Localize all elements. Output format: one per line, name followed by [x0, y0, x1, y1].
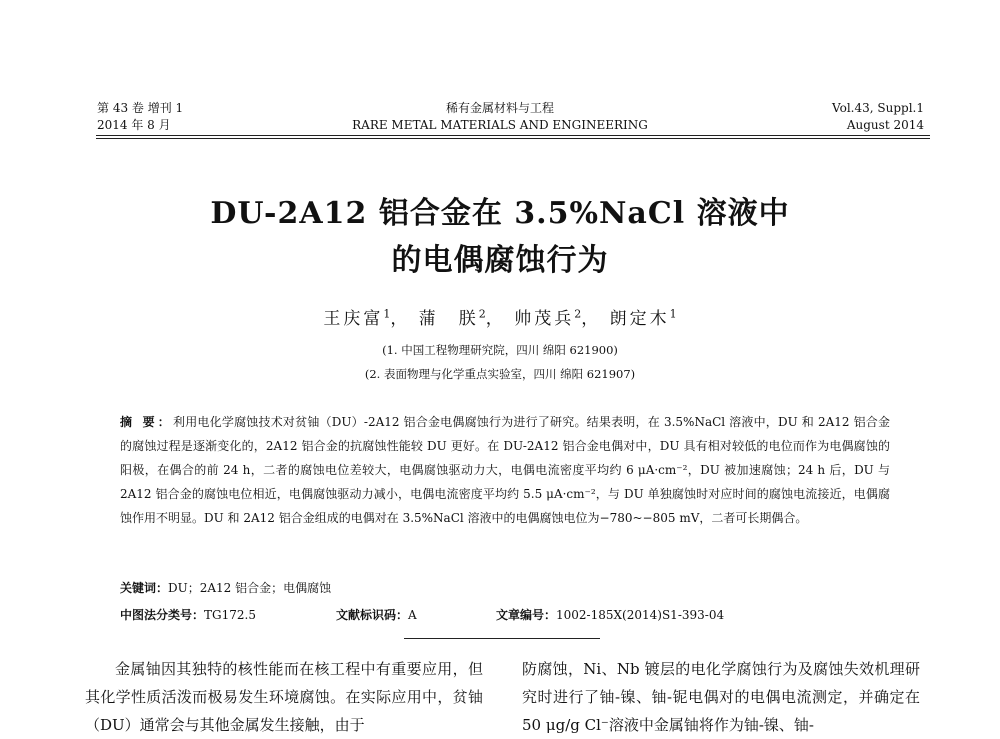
- author-name: 帅茂兵: [514, 309, 575, 329]
- abstract-text: 利用电化学腐蚀技术对贫铀（DU）-2A12 铝合金电偶腐蚀行为进行了研究。结果表明，在 3.5%NaCl 溶液中，DU 和 2A12 铝合金的腐蚀过程是逐渐变化的，2A12 铝合金的抗腐蚀性能较 DU 更好。在 DU-2A12 铝合金电偶对中，DU 具有相对较低的电位而作为电偶腐蚀的阳极，在偶合的前 24 h，二者的腐蚀电位差较大，电偶腐蚀驱动力大，电偶电流密度平均约 6 μA·cm⁻²，DU 被加速腐蚀；24 h 后，DU 与 2A12 铝合金的腐蚀电位相近，电偶腐蚀驱动力减小，电偶电流密度平均约 5.5 μA·cm⁻²，与 DU 单独腐蚀时对应时间的腐蚀电流接近，电偶腐蚀作用不明显。DU 和 2A12 铝合金组成的电偶对在 3.5%NaCl 溶液中的电偶腐蚀电位为−780~−805 mV，二者可长期偶合。: [120, 415, 890, 525]
- journal-volume-issue: 第 43 卷 增刊 1: [97, 101, 184, 115]
- abstract: [120, 410, 890, 530]
- author-name: 蒲 朕: [418, 309, 479, 329]
- keywords-label: 关键词：: [120, 581, 169, 595]
- document-code: [336, 606, 417, 623]
- document-code-value: A: [408, 608, 417, 622]
- section-divider: [404, 638, 600, 639]
- author-name: 王庆富: [323, 309, 384, 329]
- journal-date-en: August 2014: [846, 118, 924, 132]
- keywords: [120, 579, 331, 596]
- journal-volume-en: Vol.43, Suppl.1: [832, 101, 924, 115]
- body-left-column: 金属铀因其独特的核性能而在核工程中有重要应用，但其化学性质活泼而极易发生环境腐蚀。在实际应用中，贫铀（DU）通常会与其他金属发生接触，由于: [85, 660, 483, 734]
- affiliation-2: (2. 表面物理与化学重点实验室，四川 绵阳 621907): [364, 367, 636, 381]
- clc-number: [120, 606, 256, 623]
- journal-year-month: 2014 年 8 月: [97, 118, 171, 132]
- paper-title-line1: DU-2A12 铝合金在 3.5%NaCl 溶液中: [210, 196, 790, 231]
- journal-name-en: RARE METAL MATERIALS AND ENGINEERING: [352, 118, 648, 132]
- header-rule: [96, 135, 930, 136]
- author-affil-mark: 1: [669, 307, 677, 321]
- keywords-text: DU；2A12 铝合金；电偶腐蚀: [168, 581, 332, 595]
- author-affil-mark: 1: [383, 307, 391, 321]
- body-right-column: 防腐蚀，Ni、Nb 镀层的电化学腐蚀行为及腐蚀失效机理研究时进行了铀-镍、铀-铌电偶对的电偶电流测定，并确定在 50 μg/g Cl⁻溶液中金属铀将作为铀-镍、铀-: [522, 660, 920, 734]
- author-name: 朗定木: [609, 309, 670, 329]
- article-number-label: 文章编号：: [496, 608, 557, 622]
- author-list: 王庆富$^1$， 蒲 朕$^2$， 帅茂兵$^2$， 朗定木$^1$: [323, 307, 677, 329]
- journal-name-cn: 稀有金属材料与工程: [445, 101, 554, 115]
- paper-title-line2: 的电偶腐蚀行为: [391, 243, 609, 278]
- clc-value: TG172.5: [204, 608, 256, 622]
- author-affil-mark: 2: [478, 307, 486, 321]
- document-code-label: 文献标识码：: [336, 608, 409, 622]
- article-number-value: 1002-185X(2014)S1-393-04: [556, 608, 725, 622]
- clc-label: 中图法分类号：: [120, 608, 205, 622]
- author-affil-mark: 2: [574, 307, 582, 321]
- article-number: [496, 606, 724, 623]
- header-rule-double: [96, 138, 930, 139]
- abstract-label: 摘 要：: [120, 415, 174, 429]
- affiliation-1: (1. 中国工程物理研究院，四川 绵阳 621900): [382, 343, 618, 357]
